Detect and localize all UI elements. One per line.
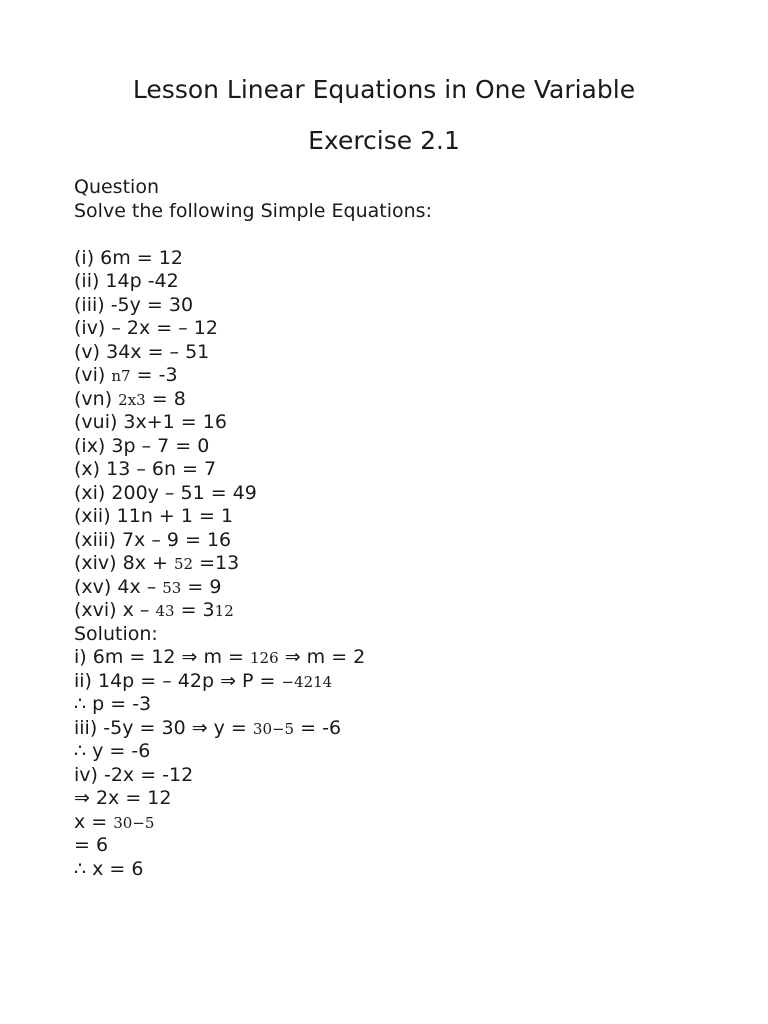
item-text: (ii) 14p -42	[74, 270, 179, 292]
document-body	[74, 176, 734, 881]
line-text: ∴ y = -6	[74, 740, 151, 762]
line-text-after: = -6	[294, 716, 342, 739]
line-text: iv) -2x = -12	[74, 763, 194, 786]
item-text: (i) 6m = 12	[74, 246, 183, 269]
item-text: (iii) -5y = 30	[74, 293, 194, 316]
item-text: (iv) – 2x = – 12	[74, 317, 218, 339]
fraction: 30−5	[113, 813, 155, 832]
fraction: 126	[250, 649, 279, 667]
question-item	[74, 458, 734, 482]
item-text: (xvi) x –	[74, 599, 156, 621]
question-item	[74, 294, 734, 318]
item-text: (x) 13 – 6n = 7	[74, 458, 217, 480]
question-item	[74, 576, 734, 600]
question-item	[74, 317, 734, 341]
line-text-after: ⇒ m = 2	[278, 646, 366, 668]
question-label: Question	[74, 176, 159, 198]
solution-label: Solution:	[74, 622, 158, 645]
item-text: (xiv) 8x +	[74, 552, 174, 574]
question-item	[74, 505, 734, 529]
question-item	[74, 341, 734, 365]
item-text: (xii) 11n + 1 = 1	[74, 505, 234, 527]
fraction: 43	[155, 602, 175, 620]
line-text: ∴ x = 6	[74, 857, 144, 880]
question-item	[74, 388, 734, 412]
solution-line	[74, 693, 734, 717]
page-title: Lesson Linear Equations in One Variable	[132, 75, 636, 104]
line-text: ii) 14p = – 42p ⇒ P =	[74, 669, 282, 692]
item-text-after: = -3	[130, 364, 178, 386]
solution-line	[74, 740, 734, 764]
question-item	[74, 411, 734, 435]
item-text: (xv) 4x –	[74, 575, 163, 598]
solution-line	[74, 646, 734, 670]
question-item	[74, 364, 734, 388]
question-item	[74, 529, 734, 553]
line-text: ∴ p = -3	[74, 693, 152, 715]
line-text: ⇒ 2x = 12	[74, 787, 172, 809]
question-item	[74, 482, 734, 506]
question-item	[74, 270, 734, 294]
spacer	[74, 223, 734, 247]
line-text: x =	[74, 810, 114, 833]
item-text-after: = 9	[181, 575, 222, 598]
question-item	[74, 435, 734, 459]
line-text: iii) -5y = 30 ⇒ y =	[74, 716, 253, 739]
item-text: (vui) 3x+1 = 16	[74, 411, 227, 433]
item-text: (ix) 3p – 7 = 0	[74, 434, 210, 457]
exercise-title: Exercise 2.1	[308, 126, 460, 155]
question-item	[74, 247, 734, 271]
item-text: (xi) 200y – 51 = 49	[74, 481, 257, 504]
solution-line	[74, 787, 734, 811]
fraction: 52	[173, 555, 194, 573]
solution-line	[74, 764, 734, 788]
question-item	[74, 599, 734, 623]
fraction: 12	[214, 602, 234, 620]
solution-line	[74, 670, 734, 694]
line-text: = 6	[74, 834, 109, 856]
solution-line	[74, 858, 734, 882]
item-text: (vn)	[74, 387, 119, 410]
fraction: −4214	[281, 672, 333, 691]
fraction: 30−5	[252, 719, 295, 738]
solution-line	[74, 834, 734, 858]
line-text: i) 6m = 12 ⇒ m =	[74, 646, 251, 668]
solution-line	[74, 811, 734, 835]
question-instruction: Solve the following Simple Equations:	[74, 199, 432, 222]
fraction: 2x3	[118, 390, 146, 409]
item-text: (vi)	[74, 364, 112, 386]
fraction: 53	[162, 578, 182, 597]
item-text-after: =13	[193, 552, 240, 574]
fraction: n7	[111, 367, 131, 385]
solution-line	[74, 717, 734, 741]
item-text-after: = 3	[174, 599, 215, 621]
item-text: (v) 34x = – 51	[74, 340, 210, 363]
item-text-after: = 8	[145, 387, 186, 410]
item-text: (xiii) 7x – 9 = 16	[74, 528, 232, 551]
question-item	[74, 552, 734, 576]
